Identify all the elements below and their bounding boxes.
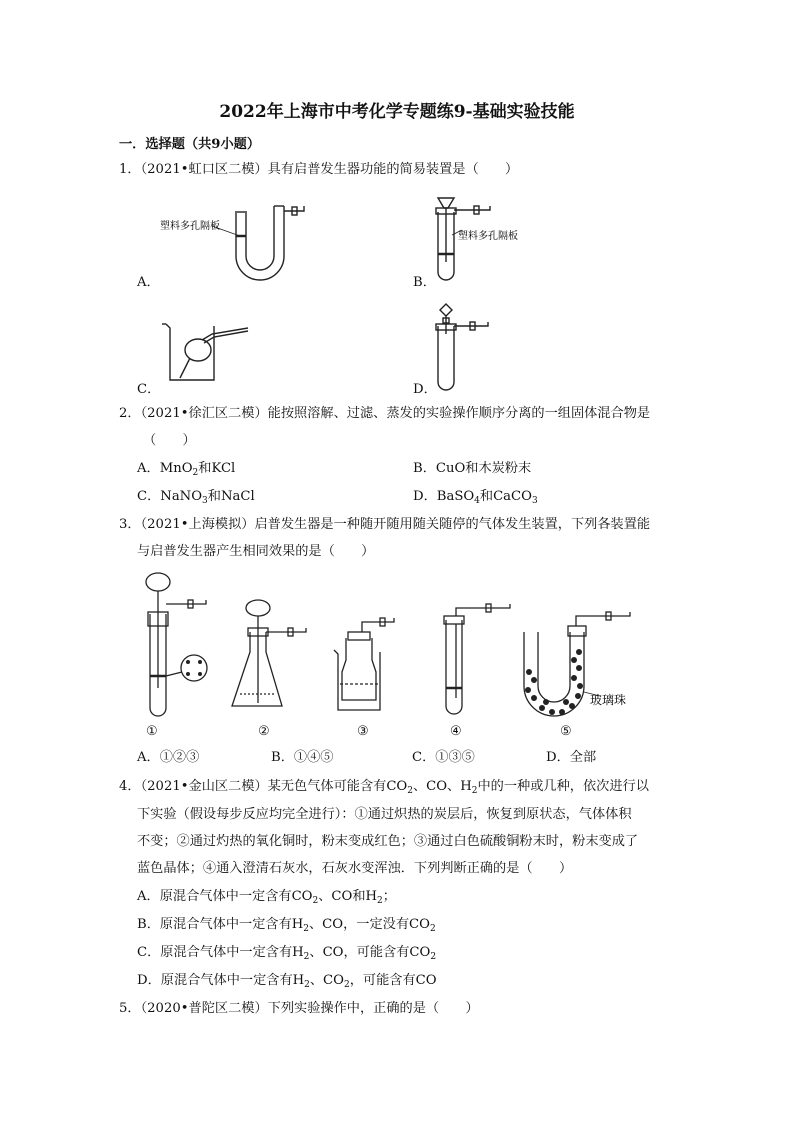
q3-option-b: B．①④⑤ (271, 750, 334, 765)
q1-figure-a (160, 198, 320, 288)
q4-stem-line1: 4．（2021•金山区二模）某无色气体可能含有$CO_2$、CO、$H_2$中的一种或几种，依次进行以 (119, 779, 649, 796)
q1-figure-d (430, 300, 510, 392)
q2-option-b: B．CuO和木炭粉末 (413, 461, 532, 476)
q2-option-c: C．NaNO$_3$和NaCl (137, 489, 255, 506)
q1-figure-c (160, 318, 255, 388)
q3-fig-label: 玻璃珠 (590, 693, 627, 707)
q4-stem-line3: 不变；②通过灼热的氧化铜时，粉末变成红色；③通过白色硫酸铜粉末时，粉末变成了 (137, 834, 639, 849)
q4-stem-line2: 下实验（假设每步反应均完全进行）：①通过炽热的炭层后，恢复到原状态，气体体积 (137, 807, 632, 822)
q3-fig-num-2: ② (258, 724, 270, 739)
q1-option-b: B． (413, 275, 436, 290)
q4-option-c: C．原混合气体中一定含有$H_2$、CO，可能含有$CO_2$ (137, 945, 437, 962)
q1-option-c: C． (137, 382, 161, 397)
q3-stem-line2: 与启普发生器产生相同效果的是（ ） (137, 544, 375, 559)
q3-stem-line1: 3．（2021•上海模拟）启普发生器是一种随开随用随关随停的气体发生装置，下列各装置能 (119, 517, 651, 532)
q4-option-b: B．原混合气体中一定含有$H_2$、CO，一定没有$CO_2$ (137, 917, 436, 934)
q1-fig-a-label: 塑料多孔隔板 (160, 221, 220, 232)
q1-stem: 1．（2021•虹口区二模）具有启普发生器功能的简易装置是（ ） (119, 162, 519, 177)
section-heading: 一．选择题（共9小题） (119, 137, 261, 152)
q4-option-a: A．原混合气体中一定含有$CO_2$、CO和$H_2$； (137, 889, 396, 906)
q2-stem-line1: 2．（2021•徐汇区二模）能按照溶解、过滤、蒸发的实验操作顺序分离的一组固体混合物是 (119, 406, 651, 421)
q3-fig-num-4: ④ (450, 724, 462, 739)
q2-stem-line2: （ ） (143, 433, 196, 448)
q5-stem: 5．（2020•普陀区二模）下列实验操作中，正确的是（ ） (119, 1001, 479, 1016)
q3-fig-num-1: ① (146, 724, 158, 739)
q1-fig-b-label: 塑料多孔隔板 (458, 231, 518, 242)
q4-stem-line4: 蓝色晶体；④通入澄清石灰水，石灰水变浑浊．下列判断正确的是（ ） (137, 861, 573, 876)
q1-option-a: A． (137, 275, 160, 290)
q3-fig-num-5: ⑤ (560, 724, 572, 739)
q3-fig-num-3: ③ (357, 724, 369, 739)
q3-figures (130, 568, 650, 728)
q1-option-d: D． (413, 382, 437, 397)
q2-option-d: D．BaSO$_4$和CaCO$_3$ (413, 489, 538, 506)
q1-figure-b (430, 190, 570, 285)
page-title: 2022年上海市中考化学专题练9-基础实验技能 (219, 102, 575, 122)
q4-option-d: D．原混合气体中一定含有$H_2$、$CO_2$，可能含有CO (137, 973, 437, 990)
q3-option-a: A．①②③ (137, 750, 200, 765)
q2-option-a: A．MnO$_2$和KCl (137, 461, 236, 478)
q3-option-d: D．全部 (546, 750, 597, 765)
q3-option-c: C．①③⑤ (412, 750, 475, 765)
